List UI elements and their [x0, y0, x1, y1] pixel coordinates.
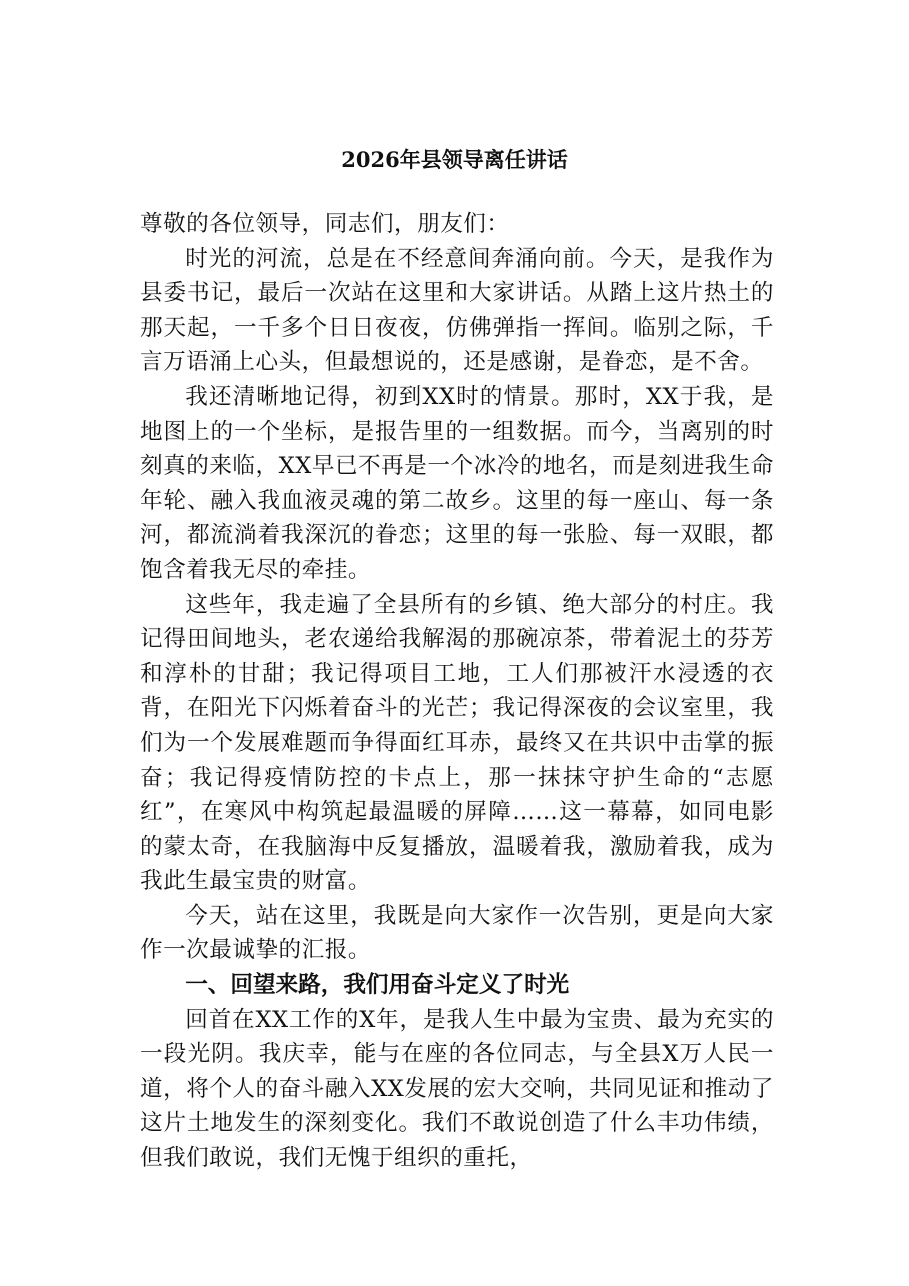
paragraph-farewell-report: 今天，站在这里，我既是向大家作一次告别，更是向大家作一次最诚挚的汇报。	[140, 902, 774, 964]
paragraph-memories: 这些年，我走遍了全县所有的乡镇、绝大部分的村庄。我记得田间地头，老农递给我解渴的那碗凉茶，带着泥土的芬芳和淳朴的甘甜；我记得项目工地，工人们那被汗水浸透的衣背，在阳光下闪烁着奋斗的光芒；我记得深夜的会议室里，我们为一个发展难题而争得面红耳赤，最终又在共识中击掌的振奋；我记得疫情防控的卡点上，那一抹抹守护生命的“志愿红”，在寒风中构筑起最温暖的屏障……这一幕幕，如同电影的蒙太奇，在我脑海中反复播放，温暖着我，激励着我，成为我此生最宝贵的财富。	[140, 591, 774, 895]
salutation: 尊敬的各位领导，同志们，朋友们：	[140, 211, 510, 237]
paragraph-section-one: 回首在XX工作的X年，是我人生中最为宝贵、最为充实的一段光阴。我庆幸，能与在座的各位同志，与全县X万人民一道，将个人的奋斗融入XX发展的宏大交响，共同见证和推动了这片土地发生的深刻变化。我们不敢说创造了什么丰功伟绩，但我们敢说，我们无愧于组织的重托，	[140, 1006, 774, 1172]
document-title: 2026年县领导离任讲话	[341, 147, 568, 172]
paragraph-opening: 时光的河流，总是在不经意间奔涌向前。今天，是我作为县委书记，最后一次站在这里和大家讲话。从踏上这片热土的那天起，一千多个日日夜夜，仿佛弹指一挥间。临别之际，千言万语涌上心头，但最想说的，还是感谢，是眷恋，是不舍。	[140, 245, 774, 376]
document-body	[140, 207, 774, 1176]
paragraph-memory-arrival: 我还清晰地记得，初到XX时的情景。那时，XX于我，是地图上的一个坐标，是报告里的一组数据。而今，当离别的时刻真的来临，XX早已不再是一个冰冷的地名，而是刻进我生命年轮、融入我血液灵魂的第二故乡。这里的每一座山、每一条河，都流淌着我深沉的眷恋；这里的每一张脸、每一双眼，都饱含着我无尽的牵挂。	[140, 383, 774, 583]
section-heading: 一、回望来路，我们用奋斗定义了时光	[185, 972, 570, 999]
